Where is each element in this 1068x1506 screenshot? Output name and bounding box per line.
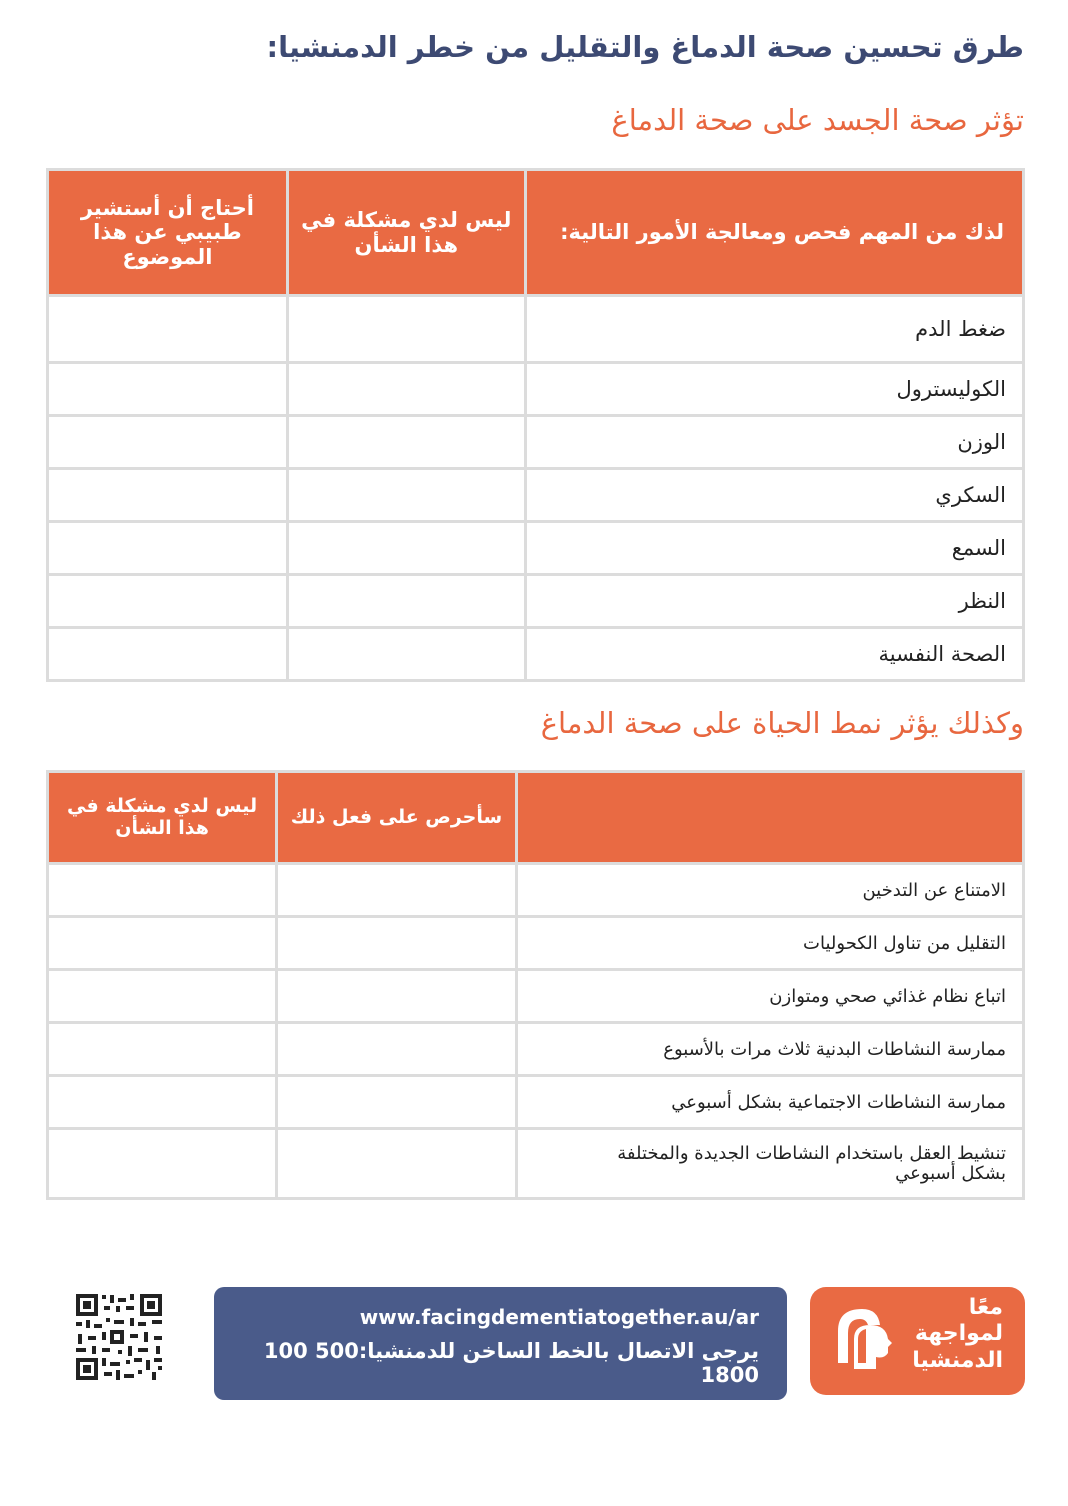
checkbox-cell[interactable] [48,1129,277,1199]
logo-line: الدمنشيا [912,1347,1003,1373]
row-label: ممارسة النشاطات البدنية ثلاث مرات بالأسبوع [516,1023,1023,1076]
table-row [48,628,1024,681]
checkbox-cell[interactable] [48,522,288,575]
row-label: الامتناع عن التدخين [516,864,1023,917]
checkbox-cell[interactable] [48,628,288,681]
checkbox-cell[interactable] [277,1076,517,1129]
contact-banner [214,1287,787,1400]
row-label: اتباع نظام غذائي صحي ومتوازن [516,970,1023,1023]
table-row [48,363,1024,416]
table-row [48,296,1024,363]
table2-header-no-problem: ليس لدي مشكلة في هذا الشأن [48,772,277,864]
checkbox-cell[interactable] [48,296,288,363]
logo [810,1287,1025,1395]
checkbox-cell[interactable] [277,1023,517,1076]
row-label: الوزن [525,416,1023,469]
row-label: ضغط الدم [525,296,1023,363]
body-health-table [46,168,1025,682]
checkbox-cell[interactable] [287,469,525,522]
checkbox-cell[interactable] [277,917,517,970]
table-row [48,469,1024,522]
checkbox-cell[interactable] [48,1023,277,1076]
checkbox-cell[interactable] [277,864,517,917]
table2-header-will-do: سأحرص على فعل ذلك [277,772,517,864]
lifestyle-table [46,770,1025,1200]
table-row [48,864,1024,917]
table1-header-consult-doctor: أحتاج أن أستشير طبيبي عن هذا الموضوع [48,170,288,296]
qr-code-icon [74,1292,164,1382]
checkbox-cell[interactable] [48,469,288,522]
checkbox-cell[interactable] [48,864,277,917]
section2-heading: وكذلك يؤثر نمط الحياة على صحة الدماغ [540,706,1024,740]
table-row [48,1023,1024,1076]
checkbox-cell[interactable] [48,917,277,970]
table2-header-item [516,772,1023,864]
checkbox-cell[interactable] [48,970,277,1023]
section1-heading: تؤثر صحة الجسد على صحة الدماغ [611,103,1024,137]
checkbox-cell[interactable] [287,522,525,575]
row-label: السكري [525,469,1023,522]
checkbox-cell[interactable] [287,575,525,628]
checkbox-cell[interactable] [287,363,525,416]
table1-header-item: لذك من المهم فحص ومعالجة الأمور التالية: [525,170,1023,296]
checkbox-cell[interactable] [48,416,288,469]
row-label: تنشيط العقل باستخدام النشاطات الجديدة والمختلفة بشكل أسبوعي [516,1129,1023,1199]
hotline-text: يرجى الاتصال بالخط الساخن للدمنشيا:500 100 1800 [263,1339,759,1387]
checkbox-cell[interactable] [48,363,288,416]
row-label: النظر [525,575,1023,628]
logo-text [912,1295,1003,1374]
two-heads-icon [828,1303,904,1383]
table-row [48,1076,1024,1129]
table-row [48,917,1024,970]
website-link[interactable]: www.facingdementiatogether.au/ar [359,1305,759,1329]
checkbox-cell[interactable] [287,628,525,681]
row-label: الكوليسترول [525,363,1023,416]
table-row [48,1129,1024,1199]
checkbox-cell[interactable] [287,296,525,363]
logo-line: معًا [968,1295,1003,1320]
checkbox-cell[interactable] [277,970,517,1023]
row-label: التقليل من تناول الكحوليات [516,917,1023,970]
table-row [48,575,1024,628]
checkbox-cell[interactable] [287,416,525,469]
row-label: ممارسة النشاطات الاجتماعية بشكل أسبوعي [516,1076,1023,1129]
page-title: طرق تحسين صحة الدماغ والتقليل من خطر الدمنشيا: [266,30,1024,64]
table1-header-no-problem: ليس لدي مشكلة في هذا الشأن [287,170,525,296]
checkbox-cell[interactable] [277,1129,517,1199]
row-label: السمع [525,522,1023,575]
checkbox-cell[interactable] [48,575,288,628]
checkbox-cell[interactable] [48,1076,277,1129]
table-row [48,416,1024,469]
row-label: الصحة النفسية [525,628,1023,681]
table-row [48,522,1024,575]
table-row [48,970,1024,1023]
logo-line: لمواجهة [914,1321,1003,1347]
